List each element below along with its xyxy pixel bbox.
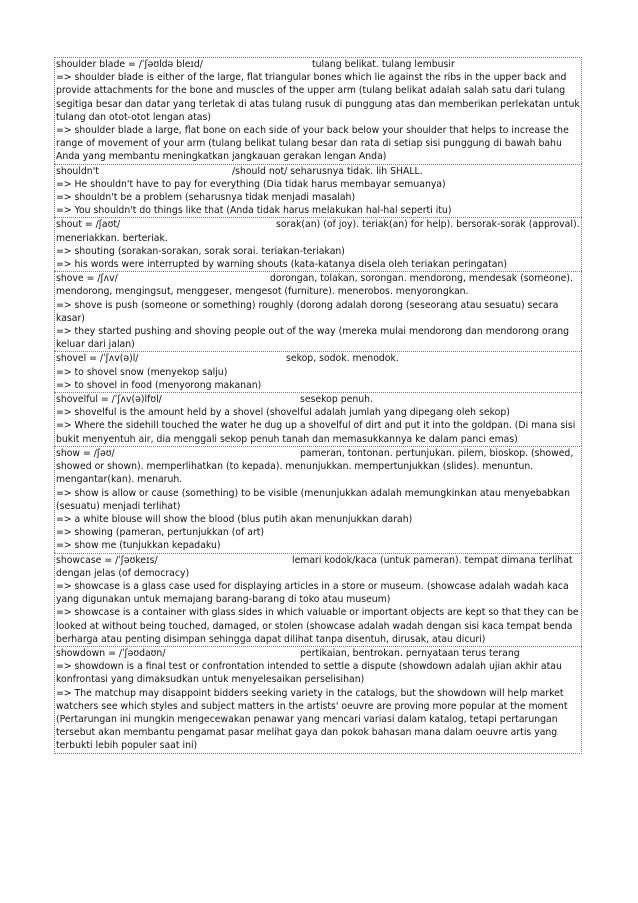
dictionary-entry: [54, 351, 582, 392]
example-line: => showing (pameran, pertunjukkan (of art): [56, 527, 265, 539]
example-line: => to shovel in food (menyorong makanan): [56, 379, 262, 391]
headword-meaning: /should not/ seharusnya tidak. lih SHALL.: [232, 165, 423, 177]
dictionary-entry: [54, 553, 582, 646]
example-line: => He shouldn't have to pay for everything (Dia tidak harus membayar semuanya): [56, 178, 446, 190]
example-line: => his words were interrupted by warning shouts (kata-katanya disela oleh teriakan peringatan): [56, 259, 507, 271]
headword-meaning: dorongan, tolakan, sorongan. mendorong, mendesak (someone). mendorong, mengingsut, menggeser, mengesot (furniture). menerobos. menyorongkan.: [56, 273, 573, 298]
headword-pronunciation: show = /ʃəʊ/: [56, 447, 115, 459]
example-line: => You shouldn't do things like that (Anda tidak harus melakukan hal-hal seperti itu): [56, 205, 452, 217]
entry-heading: [56, 272, 580, 298]
example-line: => showcase is a glass case used for displaying articles in a store or museum. (showcase adalah wadah kaca yang digunakan untuk memajang barang-barang di toko atau museum): [56, 580, 569, 606]
dictionary-entry: [54, 271, 582, 351]
headword-pronunciation: shovel = /ˈʃʌv(ə)l/: [56, 353, 139, 365]
entry-heading: [56, 218, 580, 244]
example-line: => shouldn't be a problem (seharusnya tidak menjadi masalah): [56, 192, 356, 204]
headword-pronunciation: shout = /ʃaʊt/: [56, 219, 121, 231]
entry-heading: [56, 647, 580, 660]
dictionary-entry: [54, 164, 582, 218]
entry-heading: [56, 165, 580, 178]
example-line: => shovelful is the amount held by a shovel (shovelful adalah jumlah yang dipegang oleh sekop): [56, 407, 510, 419]
entry-heading: [56, 58, 580, 71]
headword-meaning: pertikaian, bentrokan. pernyataan terus terang: [300, 647, 520, 659]
headword-pronunciation: shouldn't: [56, 165, 99, 177]
example-line: => shouting (sorakan-sorakan, sorak sorai. teriakan-teriakan): [56, 245, 345, 257]
dictionary-sheet: [54, 57, 582, 754]
headword-meaning: lemari kodok/kaca (untuk pameran). tempat dimana terlihat dengan jelas (of democracy): [56, 554, 573, 579]
example-line: => to shovel snow (menyekop salju): [56, 366, 228, 378]
headword-meaning: pameran, tontonan. pertunjukan. pilem, bioskop. (showed, showed or shown). memperlihatkan (to kepada). menunjukkan. mempertunjukkan (slides). menuntun. mengantar(kan). menaruh.: [56, 447, 574, 486]
entry-heading: [56, 447, 580, 487]
example-line: => they started pushing and shoving people out of the way (mereka mulai mendorong dan mendorong orang keluar dari jalan): [56, 326, 570, 351]
example-line: => shove is push (someone or something) roughly (dorong adalah dorong (seseorang atau sesuatu) secara kasar): [56, 299, 559, 324]
headword-pronunciation: shoulder blade = /ˈʃəʊldə bleɪd/: [56, 59, 203, 70]
example-line: => Where the sidehill touched the water he dug up a shovelful of dirt and put it into the goldpan. (Di mana sisi bukit menyentuh air, dia menggali sekop penuh tanah dan memasukkannya ke dalam panci emas): [56, 420, 576, 445]
entry-heading: [56, 393, 580, 406]
example-line: => a white blouse will show the blood (blus putih akan menunjukkan darah): [56, 513, 413, 525]
dictionary-entry: [54, 646, 582, 754]
dictionary-entry: [54, 57, 582, 164]
headword-meaning: sekop, sodok. menodok.: [286, 353, 399, 365]
dictionary-entry: [54, 217, 582, 271]
example-line: => showcase is a container with glass sides in which valuable or important objects are kept so that they can be looked at without being touched, damaged, or stolen (showcase adalah wadah dengan sisi kaca tempat benda berharga atau penting disimpan sehingga dapat dilihat tanpa disentuh, dirusak, atau dicuri): [56, 607, 579, 645]
entry-heading: [56, 554, 580, 580]
headword-pronunciation: shove = /ʃʌv/: [56, 273, 118, 285]
dictionary-entry: [54, 392, 582, 446]
entry-heading: [56, 352, 580, 365]
example-line: => The matchup may disappoint bidders seeking variety in the catalogs, but the showdown will help market watchers see which styles and subject matters in the artists' oeuvre are proving more popular at the moment (Pertarungan ini mungkin mengecewakan penawar yang mencari variasi dalam katalog, tetapi pertarungan tersebut akan membantu pengamat pasar melihat gaya dan pokok bahasan mana dalam oeuvre artis yang terbukti lebih populer saat ini): [56, 687, 568, 752]
example-line: => shoulder blade a large, flat bone on each side of your back below your shoulder that helps to increase the range of movement of your arm (tulang belikat tulang besar dan rata di setiap sisi punggung di bawah bahu Anda yang membantu meningkatkan jangkauan gerakan lengan Anda): [56, 125, 569, 163]
example-line: => show is allow or cause (something) to be visible (menunjukkan adalah memungkinkan atau menyebabkan (sesuatu) menjadi terlihat): [56, 487, 571, 512]
example-line: => show me (tunjukkan kepadaku): [56, 540, 221, 552]
headword-meaning: tulang belikat. tulang lembusir: [312, 59, 455, 70]
example-line: => shoulder blade is either of the large, flat triangular bones which lie against the ribs in the upper back and provide attachments for the bone and muscles of the upper arm (tulang belikat adalah salah satu dari tulang segitiga besar dan datar yang terletak di atas tulang rusuk di punggung atas dan memberikan perlekatan untuk tulang dan otot-otot lengan atas): [56, 72, 580, 123]
example-line: => showdown is a final test or confrontation intended to settle a dispute (showdown adalah ujian akhir atau konfrontasi yang dimaksudkan untuk menyelesaikan perselisihan): [56, 661, 562, 686]
headword-pronunciation: showcase = /ˈʃəʊkeɪs/: [56, 554, 158, 566]
dictionary-entry: [54, 446, 582, 553]
headword-pronunciation: shovelful = /ˈʃʌv(ə)lfʊl/: [56, 394, 162, 406]
headword-meaning: sorak(an) (of joy). teriak(an) for help). bersorak-sorak (approval). meneriakkan. berteriak.: [56, 219, 580, 244]
headword-meaning: sesekop penuh.: [300, 394, 373, 406]
headword-pronunciation: showdown = /ˈʃəʊdaʊn/: [56, 647, 166, 659]
